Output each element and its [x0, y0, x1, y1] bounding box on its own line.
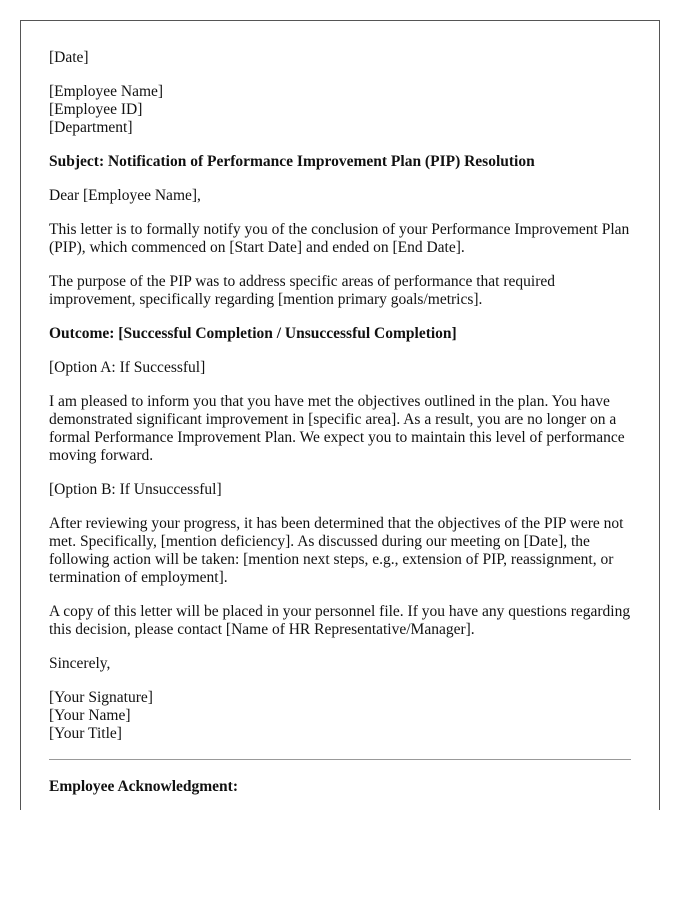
recipient-name: [Employee Name] [49, 83, 164, 100]
subject-line: Subject: Notification of Performance Improvement Plan (PIP) Resolution [49, 153, 535, 170]
section-divider [49, 759, 631, 760]
signature-placeholder: [Your Signature] [49, 689, 153, 706]
recipient-department: [Department] [49, 119, 133, 136]
letter-page [20, 20, 660, 810]
option-a-label: [Option A: If Successful] [49, 359, 206, 376]
signer-title: [Your Title] [49, 725, 122, 742]
option-a-paragraph: I am pleased to inform you that you have met the objectives outlined in the plan. You have demonstrated significant improvement in [specific area]. As a result, you are no longer on a formal Performance Improvement Plan. We expect you to maintain this level of performance moving forward. [49, 393, 625, 464]
date-line [49, 49, 631, 67]
signoff: Sincerely, [49, 655, 111, 672]
intro-paragraph: This letter is to formally notify you of the conclusion of your Performance Improvement Plan (PIP), which commenced on [Start Date] and ended on [End Date]. [49, 221, 630, 256]
letter-date: [Date] [49, 49, 89, 66]
purpose-paragraph: The purpose of the PIP was to address specific areas of performance that required improvement, specifically regarding [mention primary goals/metrics]. [49, 273, 555, 308]
outcome-line: Outcome: [Successful Completion / Unsuccessful Completion] [49, 325, 457, 342]
signature-block [49, 689, 631, 743]
signer-name: [Your Name] [49, 707, 131, 724]
closing-paragraph: A copy of this letter will be placed in your personnel file. If you have any questions regarding this decision, please contact [Name of HR Representative/Manager]. [49, 603, 631, 638]
letter-body [21, 21, 659, 796]
recipient-id: [Employee ID] [49, 101, 143, 118]
option-b-label: [Option B: If Unsuccessful] [49, 481, 222, 498]
recipient-block [49, 83, 631, 137]
salutation: Dear [Employee Name], [49, 187, 201, 204]
option-b-paragraph: After reviewing your progress, it has been determined that the objectives of the PIP were not met. Specifically, [mention deficiency]. As discussed during our meeting on [Date], the following action will be taken: [mention next steps, e.g., extension of PIP, reassignment, or termination of employment]. [49, 515, 624, 586]
acknowledgment-heading: Employee Acknowledgment: [49, 778, 239, 795]
